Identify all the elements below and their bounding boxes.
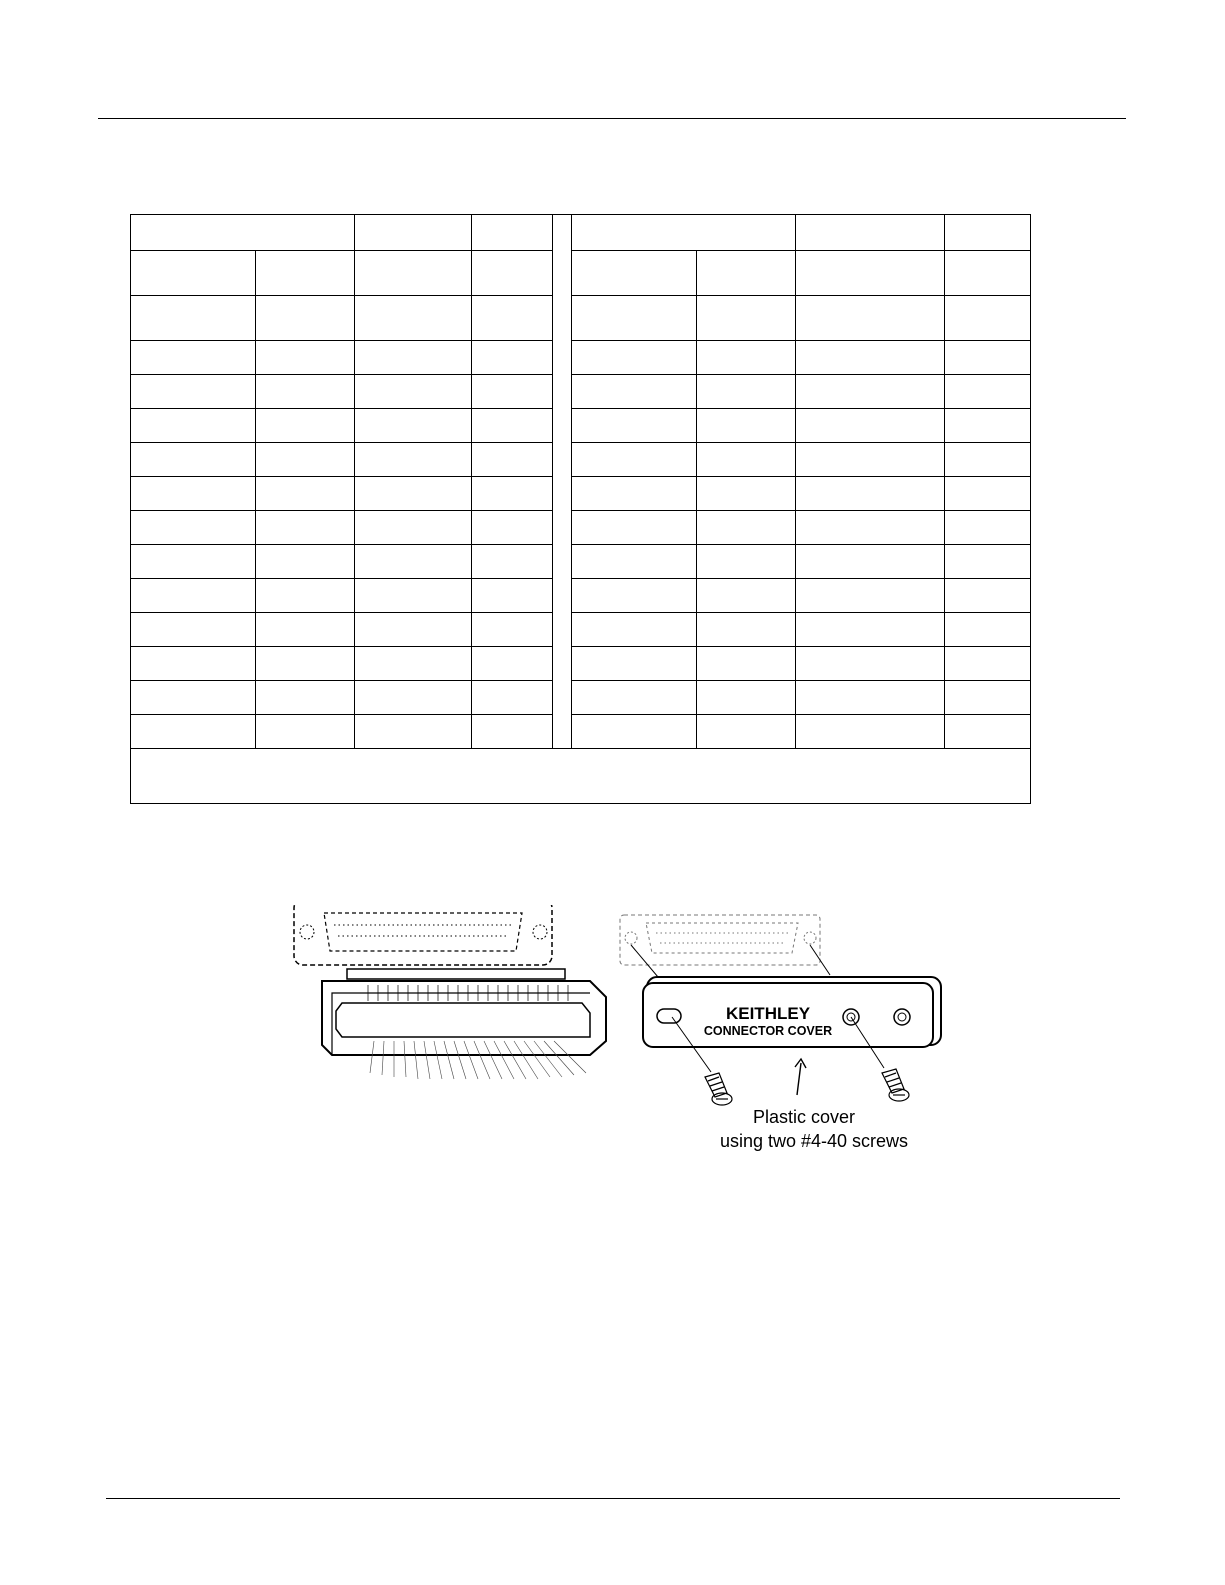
table-cell xyxy=(131,375,256,409)
table-cell xyxy=(472,613,553,647)
table-cell xyxy=(472,511,553,545)
table-cell xyxy=(256,545,355,579)
table-cell xyxy=(697,681,796,715)
table-cell xyxy=(945,511,1031,545)
table-row xyxy=(131,647,1031,681)
table-cell xyxy=(697,341,796,375)
table-cell xyxy=(796,375,945,409)
table-cell xyxy=(572,579,697,613)
table-cell xyxy=(256,647,355,681)
top-rule xyxy=(98,118,1126,119)
table-subheader-row xyxy=(131,251,1031,296)
table-cell xyxy=(472,545,553,579)
table-cell xyxy=(256,341,355,375)
cover-brand-label: KEITHLEY xyxy=(725,1004,811,1023)
table-cell xyxy=(131,409,256,443)
table-row xyxy=(131,715,1031,749)
cover-subtitle-label: CONNECTOR COVER xyxy=(703,1024,833,1038)
table-row xyxy=(131,409,1031,443)
ribbon-cable-connector-icon xyxy=(294,905,606,1079)
table-cell xyxy=(256,443,355,477)
table-cell xyxy=(697,443,796,477)
table-cell xyxy=(572,251,697,296)
table-cell xyxy=(256,409,355,443)
table-cell xyxy=(472,715,553,749)
table-header-cell xyxy=(355,215,472,251)
table-cell xyxy=(355,409,472,443)
table-cell xyxy=(572,443,697,477)
table-cell xyxy=(355,545,472,579)
table-cell xyxy=(796,409,945,443)
table-cell xyxy=(256,715,355,749)
table-cell xyxy=(355,375,472,409)
table-cell xyxy=(472,579,553,613)
table-row xyxy=(131,341,1031,375)
table-cell xyxy=(945,296,1031,341)
table-cell xyxy=(945,409,1031,443)
table-row xyxy=(131,681,1031,715)
table-cell xyxy=(472,443,553,477)
table-cell xyxy=(256,296,355,341)
table-header-cell xyxy=(796,215,945,251)
table-footnote-row xyxy=(131,749,1031,804)
table-cell xyxy=(697,477,796,511)
table-cell xyxy=(355,477,472,511)
table-row xyxy=(131,613,1031,647)
table-header-cell xyxy=(572,215,796,251)
table-cell xyxy=(256,579,355,613)
table-row xyxy=(131,579,1031,613)
table-row xyxy=(131,511,1031,545)
connector-cover-figure xyxy=(290,905,950,1165)
table-cell xyxy=(796,715,945,749)
table-cell xyxy=(572,375,697,409)
table-cell xyxy=(697,545,796,579)
table-cell xyxy=(796,443,945,477)
bottom-rule xyxy=(106,1498,1120,1499)
table-cell xyxy=(796,251,945,296)
table-cell xyxy=(355,647,472,681)
table-cell xyxy=(572,681,697,715)
table-cell xyxy=(796,477,945,511)
table-footnote-cell xyxy=(131,749,1031,804)
screw-icon xyxy=(882,1069,909,1101)
table-header-cell xyxy=(945,215,1031,251)
table-cell xyxy=(355,251,472,296)
table-cell xyxy=(472,296,553,341)
table-cell xyxy=(796,511,945,545)
table-cell xyxy=(131,613,256,647)
table-row xyxy=(131,477,1031,511)
table-header-cell xyxy=(472,215,553,251)
table-header-cell xyxy=(131,215,355,251)
table-cell xyxy=(472,647,553,681)
table-cell xyxy=(131,341,256,375)
table-cell xyxy=(945,613,1031,647)
table-cell xyxy=(945,251,1031,296)
table-cell xyxy=(256,251,355,296)
pin-assignment-table xyxy=(130,214,1031,804)
table-cell xyxy=(131,251,256,296)
table-cell xyxy=(131,715,256,749)
table-cell xyxy=(355,579,472,613)
table-cell xyxy=(697,296,796,341)
table-header-row xyxy=(131,215,1031,251)
table-cell xyxy=(256,613,355,647)
screw-icon xyxy=(705,1073,732,1105)
table-cell xyxy=(945,477,1031,511)
table-cell xyxy=(355,613,472,647)
table-cell xyxy=(256,511,355,545)
table-cell xyxy=(131,296,256,341)
table-row xyxy=(131,375,1031,409)
table-cell xyxy=(256,681,355,715)
table-cell xyxy=(131,443,256,477)
table-cell xyxy=(945,341,1031,375)
table-cell xyxy=(131,545,256,579)
table-cell xyxy=(945,443,1031,477)
table-cell xyxy=(572,511,697,545)
table-cell xyxy=(697,579,796,613)
table-cell xyxy=(355,511,472,545)
table-cell xyxy=(355,296,472,341)
table-cell xyxy=(796,613,945,647)
table-cell xyxy=(945,579,1031,613)
table-cell xyxy=(697,375,796,409)
table-cell xyxy=(945,647,1031,681)
table-cell xyxy=(355,341,472,375)
table-cell xyxy=(472,681,553,715)
table-cell xyxy=(256,477,355,511)
table-cell xyxy=(572,715,697,749)
table-cell xyxy=(572,341,697,375)
table-cell xyxy=(472,477,553,511)
table-cell xyxy=(572,647,697,681)
table-cell xyxy=(256,375,355,409)
table-cell xyxy=(945,375,1031,409)
table-cell xyxy=(472,375,553,409)
table-cell xyxy=(945,681,1031,715)
table-cell xyxy=(355,715,472,749)
table-cell xyxy=(131,477,256,511)
table-cell xyxy=(572,296,697,341)
table-cell xyxy=(131,579,256,613)
table-row xyxy=(131,545,1031,579)
table-cell xyxy=(697,511,796,545)
table-cell xyxy=(697,409,796,443)
table-cell xyxy=(796,647,945,681)
table-cell xyxy=(572,409,697,443)
table-cell xyxy=(572,477,697,511)
table-row xyxy=(131,296,1031,341)
table-cell xyxy=(697,251,796,296)
table-cell xyxy=(697,647,796,681)
caption-line-1: Plastic cover xyxy=(752,1107,856,1127)
table-cell xyxy=(131,681,256,715)
table-cell xyxy=(796,681,945,715)
table-cell xyxy=(131,647,256,681)
table-cell xyxy=(472,341,553,375)
table-cell xyxy=(131,511,256,545)
table-cell xyxy=(572,545,697,579)
table-cell xyxy=(572,613,697,647)
table-cell xyxy=(945,715,1031,749)
table-cell xyxy=(697,613,796,647)
table-cell xyxy=(472,409,553,443)
table-cell xyxy=(355,443,472,477)
table-cell xyxy=(945,545,1031,579)
table-cell xyxy=(796,545,945,579)
table-cell xyxy=(796,579,945,613)
table-column-gap xyxy=(553,215,572,749)
table-cell xyxy=(796,296,945,341)
caption-line-2: using two #4-40 screws xyxy=(719,1131,909,1151)
table-cell xyxy=(796,341,945,375)
table-row xyxy=(131,443,1031,477)
table-cell xyxy=(472,251,553,296)
table-cell xyxy=(697,715,796,749)
table-cell xyxy=(355,681,472,715)
